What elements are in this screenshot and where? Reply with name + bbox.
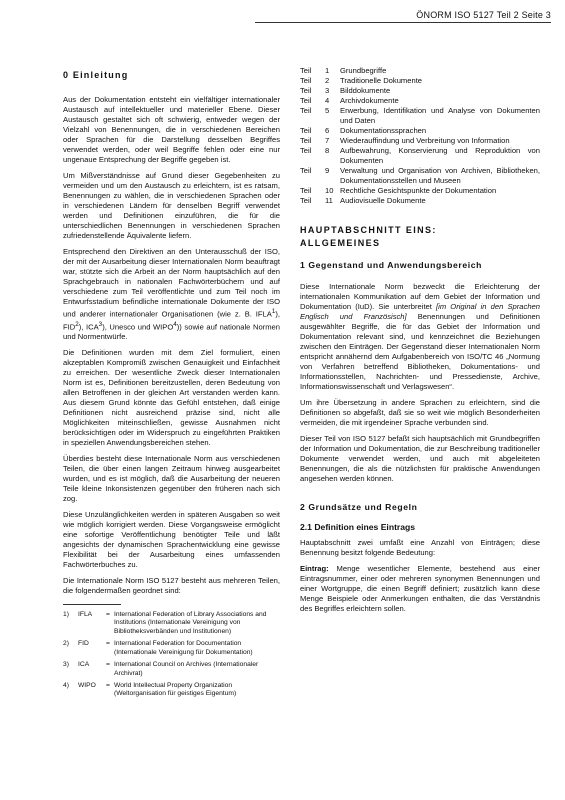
paragraph-references: Entsprechend den Direktiven an den Unterausschuß der ISO, der mit der Ausarbeitung dieser Internationalen Norm beauftragt war, stützte sich die Arbeit an der Norm hauptsächlich auf den Sprachgebrauch in nationalen Fachwörterbüchern und auf verschiedene zum Teil veröffentlichte und zum Teil noch im Entwurfsstadium befindliche internationale Dokumente der ISO und anderer internationaler Organisationen (wie z. B. IFLA$^1$), FID$^2$), ICA$^3$), Unesco und WIPO$^4$)) sowie auf nationale Normen und Normentwürfe.: [63, 247, 280, 342]
footnote-ref: 2: [75, 320, 79, 328]
parts-list-item: Teil 11 Audiovisuelle Dokumente: [300, 196, 426, 205]
parts-list-item: Teil 6 Dokumentationssprachen: [300, 126, 427, 135]
paragraph: Dieser Teil von ISO 5127 befaßt sich hauptsächlich mit Grundbegriffen der Information und Dokumentation, die zur Beschreibung traditioneller Dokumente verwendet werden, und auch mit abgeleiteten Benennungen, die als die nützlichsten für praktische Anwendungen angesehen werden können.: [300, 434, 540, 483]
section-0-heading: 0 Einleitung: [63, 70, 129, 80]
parts-list-item: Teil 3 Bilddokumente: [300, 86, 391, 95]
main-section-heading: HAUPTABSCHNITT EINS: ALLGEMEINES: [300, 225, 437, 248]
right-column: [300, 66, 540, 620]
paragraph: Diese Internationale Norm bezweckt die Erleichterung der internationalen Kommunikation auf dem Gebiet der Information und Dokumentation (IuD). Sie unterbreitet [im Original in den Sprachen Englisch und Französisch] Benennungen und Definitionen ausgewählter Begriffe, die für das Gebiet der Information und Dokumentation relevant sind, und kennzeichnet die Beziehungen zwischen den Einträgen. Der Gegenstand dieser Internationalen Norm entspricht annähernd dem Aufgabenbereich von ISO/TC 46 „Normung von Verfahren betreffend Bibliotheken, Dokumentations- und Informationsstellen, Nachrichten- und Pressedienste, Archive, Informationswissenschaft und Verlagswesen“.: [300, 282, 540, 391]
paragraph: Überdies besteht diese Internationale Norm aus verschiedenen Teilen, die über einen langen Zeitraum hinweg ausgearbeitet wurden, und es ist möglich, daß die Ausarbeitung der neueren Teile kleine Inkonsistenzen gegenüber den früheren nach sich zog.: [63, 454, 280, 504]
footnote-rule: [63, 604, 121, 605]
footnote-ref: 4: [173, 320, 177, 328]
parts-list-item: Teil 4 Archivdokumente: [300, 96, 399, 105]
footnote-ref: 1: [271, 308, 276, 315]
section-1-heading: 1 Gegenstand und Anwendungsbereich: [300, 260, 482, 270]
subsection-2-1-heading: 2.1 Definition eines Eintrags: [300, 522, 416, 532]
defined-term: Eintrag:: [300, 564, 329, 573]
paragraph: Diese Unzulänglichkeiten werden in späteren Ausgaben so weit wie möglich korrigiert werden. Diese Vorgangsweise ermöglicht eine sofortige Veröffentlichung benötigter Teile und läßt angesichts der dynamischen Sprachentwicklung eine gewisse Flexibilität bei der Ausarbeitung eines umfassenden Fachwörterbuches zu.: [63, 510, 280, 570]
parts-list-item: Teil 9 Verwaltung und Organisation von Archiven, Bibliotheken, Dokumentationsstellen und Museen: [300, 166, 540, 185]
footnote-ref: 3: [98, 320, 103, 328]
footnote: 4) WIPO = World Intellectual Property Organization (Weltorganisation für geistiges Eigentum): [63, 681, 237, 698]
definition-paragraph: Eintrag: Menge wesentlicher Elemente, bestehend aus einer Eintragsnummer, einer oder mehreren synonymen Benennungen und einer Wortgruppe, die einen Begriff definiert; zusätzlich kann diese Menge Beispiele oder Anmerkungen enthalten, die das Verständnis des Begriffes erleichtern sollen.: [300, 564, 540, 613]
parts-list-item: Teil 10 Rechtliche Gesichtspunkte der Dokumentation: [300, 186, 497, 195]
paragraph: Die Internationale Norm ISO 5127 besteht aus mehreren Teilen, die folgendermaßen geordnet sind:: [63, 576, 280, 596]
parts-list-item: Teil 7 Wiederauffindung und Verbreitung von Information: [300, 136, 510, 145]
paragraph: Hauptabschnitt zwei umfaßt eine Anzahl von Einträgen; diese Benennung besitzt folgende Bedeutung:: [300, 538, 540, 557]
footnote: 1) IFLA = International Federation of Library Associations and Institutions (Internationale Vereinigung von Bibliotheksverbänden und Institutionen): [63, 611, 267, 635]
parts-list: [300, 66, 540, 206]
header-rule: [255, 22, 551, 23]
paragraph: Die Definitionen wurden mit dem Ziel formuliert, einen akzeptablen Kompromiß zwischen Genauigkeit und Einfachheit zu erreichen. Der wesentliche Zweck dieser Internationalen Norm ist es, Definitionen bereitzustellen, deren Bedeutung von allen Betroffenen in der gleichen Art verstanden werden kann. Aus diesem Grund könnte das Gefühl entstehen, daß einige Definitionen nicht ausreichend präzise sind, nicht alle Möglichkeiten miteinschließen, gewisse Ausnahmen nicht berücksichtigen oder im Widerspruch zu eingeführten Praktiken in speziellen Anwendungsbereichen stehen.: [63, 348, 280, 448]
footnote: 3) ICA = International Council on Archives (Internationaler Archivrat): [63, 661, 259, 677]
section-2-heading: 2 Grundsätze und Regeln: [300, 502, 418, 512]
paragraph: Um Mißverständnisse auf Grund dieser Gegebenheiten zu vermeiden und um den Austausch zu erleichtern, ist es ratsam, Benennungen zu wählen, die in verschiedenen Sprachen oder in verschiedenen Ländern für denselben Begriff verwendet werden und Definitionen einzuführen, die für die unterschiedlichen Benennungen in verschiedenen Sprachen zufriedenstellende Äquivalente liefern.: [63, 171, 280, 240]
parts-list-item: Teil 5 Erwerbung, Identifikation und Analyse von Dokumenten und Daten: [300, 106, 540, 125]
footnote: 2) FID = International Federation for Documentation (Internationale Vereinigung für Dokumentation): [63, 640, 253, 656]
page-header: ÖNORM ISO 5127 Teil 2 Seite 3: [416, 10, 551, 20]
parts-list-item: Teil 8 Aufbewahrung, Konservierung und Reproduktion von Dokumenten: [300, 146, 540, 165]
paragraph: Um ihre Übersetzung in andere Sprachen zu erleichtern, sind die Definitionen so abgefaßt, daß sie so weit wie möglich Besonderheiten vermeiden, die mit irgendeiner Sprache verbunden sind.: [300, 398, 540, 427]
left-column: [63, 66, 280, 703]
paragraph: Aus der Dokumentation entsteht ein vielfältiger internationaler Austausch auf intellektueller und materieller Ebene. Dieser Austausch gestaltet sich oft schwierig, entweder wegen der Vielzahl von Benennungen, die in verschiedenen Bereichen oder Sprachen für die Darstellung desselben Begriffes verwendet werden, oder weil Begriffe fehlen oder eine nur ungenaue Entsprechung der Begriffe gegeben ist.: [63, 95, 280, 164]
parts-list-item: Teil 1 Grundbegriffe: [300, 66, 387, 75]
parts-list-item: Teil 2 Traditionelle Dokumente: [300, 76, 423, 85]
